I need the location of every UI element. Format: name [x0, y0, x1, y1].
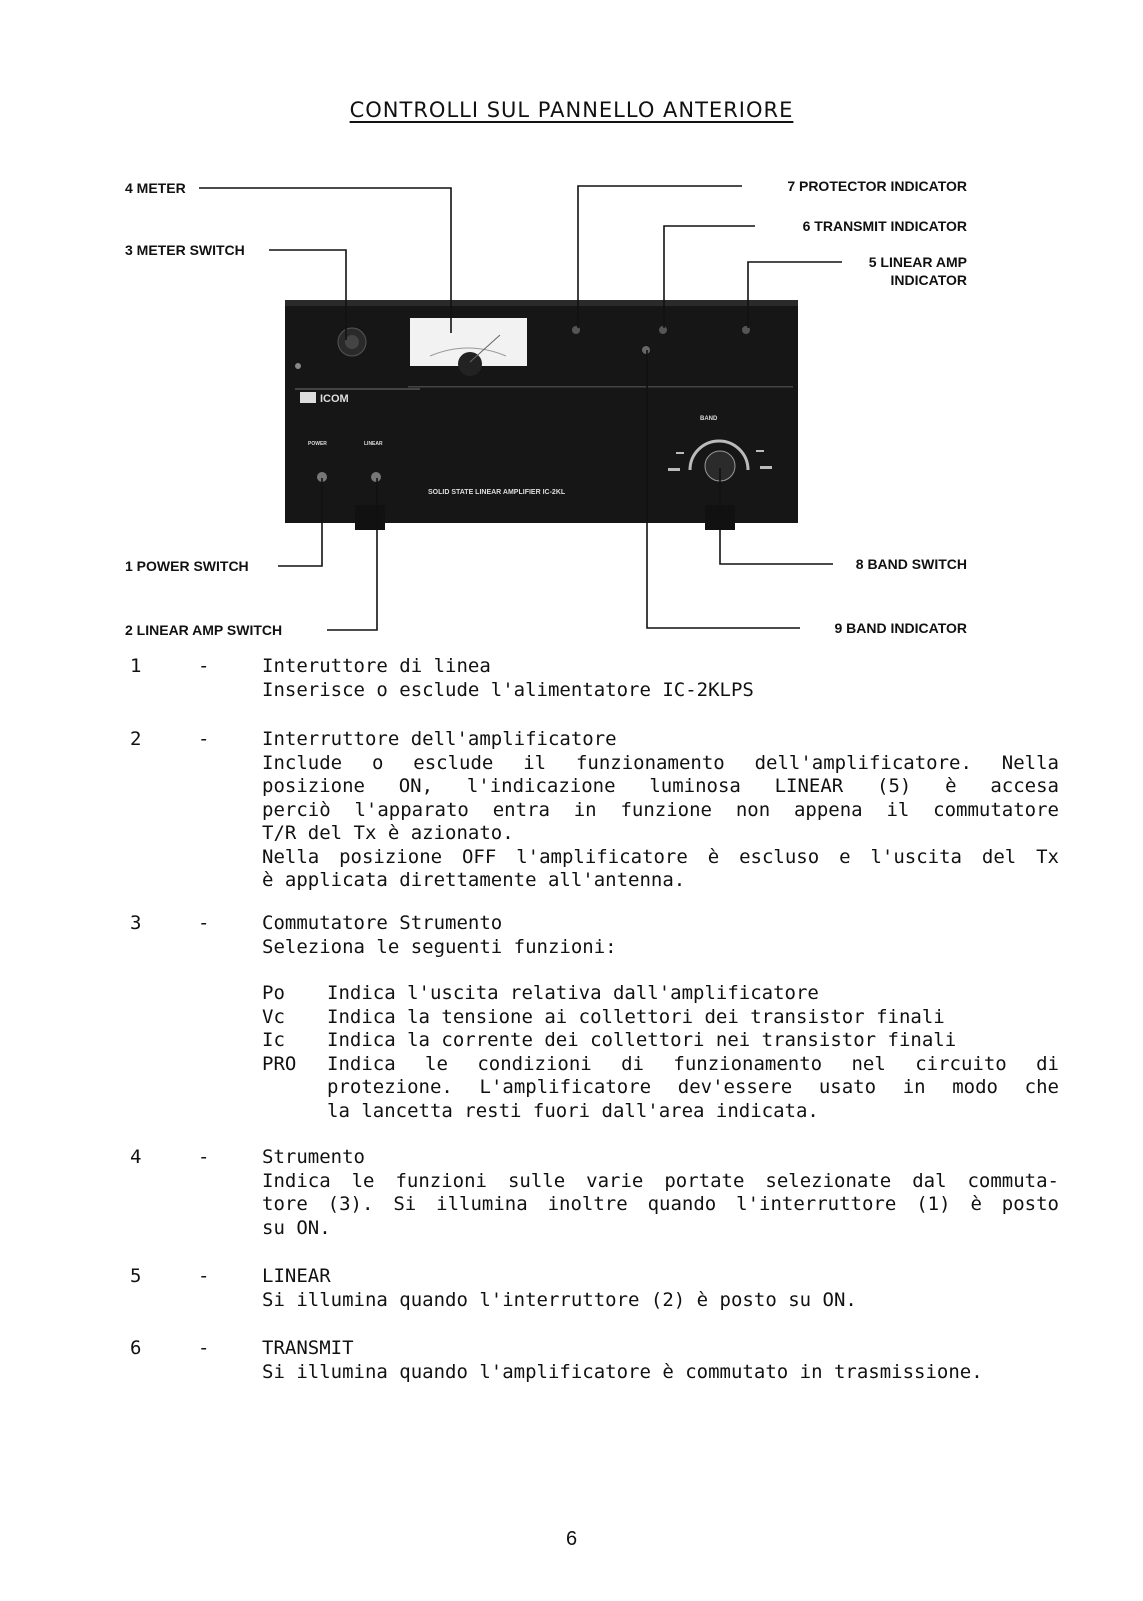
item-line: Indica le funzioni sulle varie portate selezionate dal commuta-: [262, 1169, 1059, 1192]
function-row: [262, 1053, 1059, 1077]
item-line: Si illumina quando l'interruttore (2) è posto su ON.: [262, 1288, 857, 1311]
item-line: è applicata direttamente all'antenna.: [262, 869, 686, 891]
function-text: protezione. L'amplificatore dev'essere usato in modo che: [327, 1076, 1059, 1098]
item-line: Seleziona le seguenti funzioni:: [262, 935, 617, 958]
function-text: Indica la corrente dei collettori nei transistor finali: [327, 1029, 957, 1051]
function-row: [262, 982, 1059, 1006]
power-switch-callout: 1 POWER SWITCH: [125, 558, 249, 574]
front-panel-diagram: [0, 0, 1143, 640]
function-abbr: Po: [262, 982, 285, 1004]
item-dash: -: [198, 912, 210, 934]
function-row: [262, 1029, 1059, 1053]
meter-callout: 4 METER: [125, 180, 186, 196]
function-text: Indica le condizioni di funzionamento nel circuito di: [327, 1052, 1059, 1075]
item-number: 5: [130, 1265, 142, 1287]
item-line: Inserisce o esclude l'alimentatore IC-2KLPS: [262, 678, 754, 701]
item-line: tore (3). Si illumina inoltre quando l'interruttore (1) è posto: [262, 1193, 1059, 1215]
item-title: Interruttore dell'amplificatore: [262, 728, 617, 750]
item-title: Commutatore Strumento: [262, 912, 503, 934]
transmit-callout: 6 TRANSMIT INDICATOR: [802, 218, 967, 234]
function-abbr: Ic: [262, 1029, 285, 1051]
function-text: Indica la tensione ai collettori dei transistor finali: [327, 1005, 945, 1028]
meter-switch-callout: 3 METER SWITCH: [125, 242, 245, 258]
item-line: posizione ON, l'indicazione luminosa LINEAR (5) è accesa: [262, 775, 1059, 797]
item-line: Include o esclude il funzionamento dell'amplificatore. Nella: [262, 751, 1059, 774]
band-label: BAND: [700, 416, 718, 422]
function-abbr: PRO: [262, 1052, 297, 1075]
item-dash: -: [198, 728, 210, 750]
linear-amp-switch-callout: 2 LINEAR AMP SWITCH: [125, 622, 283, 638]
function-abbr: Vc: [262, 1005, 285, 1028]
item-line: Nella posizione OFF l'amplificatore è escluso e l'uscita del Tx: [262, 845, 1059, 868]
function-row-cont: [262, 1100, 1059, 1124]
linear-amp-callout-line2: INDICATOR: [890, 272, 967, 288]
item-title: TRANSMIT: [262, 1337, 354, 1359]
linear-label: LINEAR: [364, 441, 383, 447]
item-line: perciò l'apparato entra in funzione non appena il commutatore: [262, 798, 1059, 821]
band-indicator-lamp: [642, 346, 650, 354]
item-number: 2: [130, 728, 142, 750]
item-line: Si illumina quando l'amplificatore è commutato in trasmissione.: [262, 1360, 983, 1383]
item-title: Interuttore di linea: [262, 655, 491, 677]
band-switch-callout: 8 BAND SWITCH: [855, 556, 967, 572]
item-dash: -: [198, 1337, 210, 1359]
band-indicator-callout: 9 BAND INDICATOR: [834, 620, 967, 636]
item-number: 4: [130, 1146, 142, 1168]
linear-amp-callout: 5 LINEAR AMP: [868, 254, 967, 270]
brand-logo: ICOM: [320, 393, 349, 405]
function-row: [262, 1006, 1059, 1030]
function-text: Indica l'uscita relativa dall'amplificatore: [327, 982, 819, 1004]
transmit-lamp: [659, 326, 667, 334]
linear-amp-switch: [371, 472, 381, 482]
item-title: Strumento: [262, 1146, 365, 1168]
page-title: CONTROLLI SUL PANNELLO ANTERIORE: [349, 98, 794, 122]
model-label: SOLID STATE LINEAR AMPLIFIER IC-2KL: [428, 489, 566, 496]
item-dash: -: [198, 1146, 210, 1168]
item-dash: -: [198, 655, 210, 677]
page-number: 6: [565, 1528, 578, 1550]
function-text: la lancetta resti fuori dall'area indicata.: [327, 1099, 819, 1122]
item-line: T/R del Tx è azionato.: [262, 822, 514, 844]
amplifier-front-panel: [285, 300, 798, 530]
power-label: POWER: [308, 441, 327, 447]
item-number: 1: [130, 655, 142, 677]
item-line: su ON.: [262, 1216, 331, 1239]
item-number: 6: [130, 1337, 142, 1359]
function-row-cont: [262, 1076, 1059, 1100]
item-dash: -: [198, 1265, 210, 1287]
protector-callout: 7 PROTECTOR INDICATOR: [787, 178, 967, 194]
item-title: LINEAR: [262, 1265, 331, 1287]
item-number: 3: [130, 912, 142, 934]
